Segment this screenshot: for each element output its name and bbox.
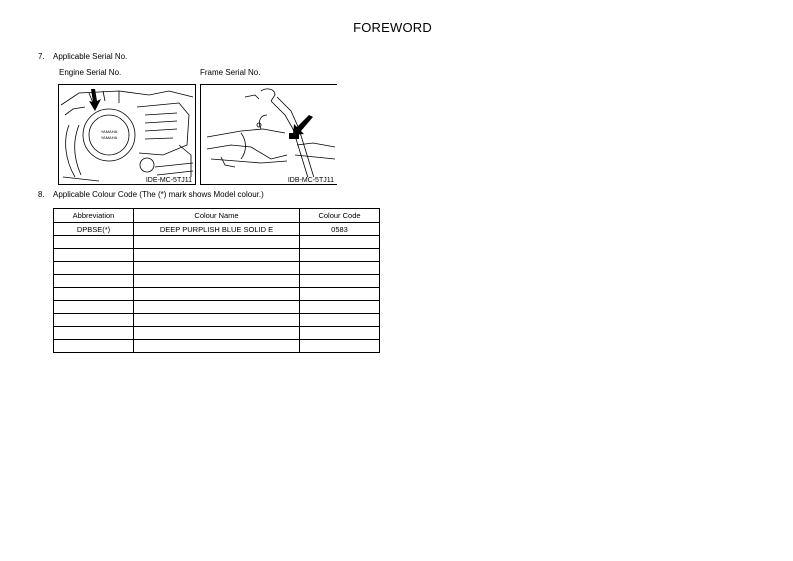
table-row (54, 275, 380, 288)
table-row (54, 262, 380, 275)
table-row (54, 301, 380, 314)
cell-colour-code (300, 301, 380, 314)
cell-colour-code (300, 314, 380, 327)
frame-illustration (201, 85, 337, 184)
cell-abbreviation (54, 288, 134, 301)
engine-serial-figure (58, 84, 196, 185)
table-row (54, 340, 380, 353)
engine-emblem-text: YAMAHA (100, 129, 118, 134)
cell-colour-code (300, 275, 380, 288)
section-8-number: 8. (38, 190, 45, 199)
cell-abbreviation (54, 340, 134, 353)
cell-colour-name (134, 288, 300, 301)
cell-abbreviation (54, 327, 134, 340)
cell-abbreviation (54, 249, 134, 262)
cell-colour-code (300, 236, 380, 249)
section-7-heading: Applicable Serial No. (53, 52, 128, 61)
cell-colour-code (300, 340, 380, 353)
cell-colour-code: 0583 (300, 223, 380, 236)
cell-colour-name (134, 249, 300, 262)
frame-serial-label: Frame Serial No. (200, 68, 261, 77)
cell-colour-name: DEEP PURPLISH BLUE SOLID E (134, 223, 300, 236)
cell-colour-code (300, 249, 380, 262)
table-row (54, 249, 380, 262)
cell-colour-code (300, 288, 380, 301)
cell-abbreviation (54, 314, 134, 327)
cell-colour-name (134, 301, 300, 314)
engine-emblem-text-2: YAMAHA (100, 135, 118, 140)
cell-colour-code (300, 327, 380, 340)
cell-abbreviation (54, 236, 134, 249)
engine-serial-label: Engine Serial No. (59, 68, 122, 77)
engine-illustration (59, 85, 195, 184)
header-colour-name: Colour Name (134, 209, 300, 223)
table-row (54, 327, 380, 340)
cell-abbreviation (54, 262, 134, 275)
table-row (54, 223, 380, 236)
table-row (54, 314, 380, 327)
frame-figure-code: IDB-MC-5TJ11 (287, 177, 334, 184)
cell-colour-name (134, 236, 300, 249)
cell-colour-code (300, 262, 380, 275)
colour-code-table (53, 208, 380, 353)
frame-serial-figure (200, 84, 337, 185)
cell-abbreviation (54, 275, 134, 288)
cell-colour-name (134, 275, 300, 288)
cell-abbreviation: DPBSE(*) (54, 223, 134, 236)
section-8-heading: Applicable Colour Code (The (*) mark shows Model colour.) (53, 190, 264, 199)
header-abbreviation: Abbreviation (54, 209, 134, 223)
engine-figure-code: IDE-MC-5TJ11 (145, 177, 192, 184)
cell-colour-name (134, 314, 300, 327)
cell-colour-name (134, 327, 300, 340)
table-row (54, 288, 380, 301)
cell-colour-name (134, 262, 300, 275)
section-7-number: 7. (38, 52, 45, 61)
table-header-row (54, 209, 380, 223)
page-title: FOREWORD (353, 20, 432, 35)
cell-colour-name (134, 340, 300, 353)
cell-abbreviation (54, 301, 134, 314)
table-row (54, 236, 380, 249)
header-colour-code: Colour Code (300, 209, 380, 223)
